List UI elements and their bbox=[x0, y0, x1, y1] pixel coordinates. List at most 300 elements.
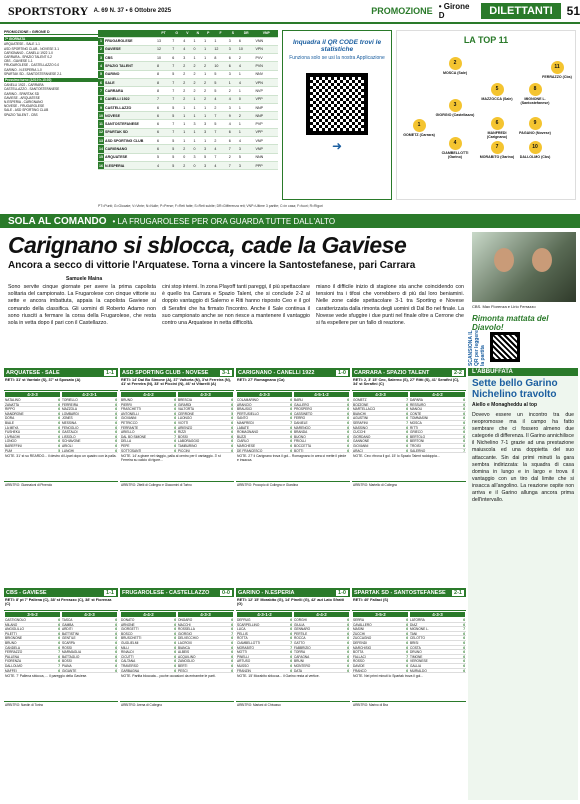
table-cell: 1 bbox=[182, 103, 192, 111]
player-name: FERREIRA bbox=[62, 402, 79, 407]
formation-label: 4-4-2 bbox=[121, 392, 176, 397]
lineups bbox=[352, 611, 466, 673]
player-grade: 6 bbox=[406, 439, 408, 444]
player-name: VERONESE bbox=[410, 659, 428, 664]
table-cell: 6 bbox=[238, 37, 255, 45]
player-name: FRIOLLI bbox=[294, 439, 307, 444]
player-name: SERAFINI bbox=[353, 420, 368, 425]
lineup-column bbox=[4, 391, 61, 453]
table-cell: 1 bbox=[203, 45, 213, 53]
table-cell: 9 bbox=[98, 103, 104, 111]
player-name: MONTERO bbox=[294, 663, 311, 668]
player-name: GIORGIO bbox=[178, 631, 192, 636]
player-grade: 6 bbox=[406, 407, 408, 412]
photo-caption: CBS. Max Fiorenza e Lirio Ferrazzo bbox=[472, 304, 536, 309]
player-marker bbox=[435, 99, 475, 117]
table-cell: 5 bbox=[203, 153, 213, 161]
player-name: BARLI bbox=[294, 398, 304, 402]
player-marker bbox=[435, 137, 475, 159]
table-row bbox=[98, 153, 278, 161]
match-title: ASD SPORTING CLUB - NOVESE bbox=[122, 369, 209, 376]
player-name: LABATE bbox=[237, 425, 249, 430]
player-name: FERRO bbox=[294, 416, 306, 421]
match-referee: ARBITRO: Martello di Collegno bbox=[352, 481, 466, 488]
player-name: SALERNO bbox=[410, 448, 426, 453]
player-grade: 6 bbox=[406, 668, 408, 673]
sidebar-title: Sette bello Garino Nichelino travolto bbox=[472, 378, 558, 400]
match-box bbox=[4, 588, 118, 708]
table-cell: 4 bbox=[182, 37, 192, 45]
column-header: P bbox=[203, 30, 213, 37]
match-score: 1-0 bbox=[338, 369, 346, 376]
player-grade: 6 bbox=[406, 640, 408, 645]
player-grade: 6 bbox=[463, 434, 465, 439]
formation-label: 4-3-3 bbox=[410, 612, 465, 617]
table-cell: 5 bbox=[238, 153, 255, 161]
player-name: CONTE bbox=[410, 411, 422, 416]
player-name: MORABITO bbox=[237, 645, 254, 650]
player-name: DELVECCHIO bbox=[178, 636, 199, 641]
result-row: FRUGAROLESE - CASTELLAZZO 0-0 bbox=[4, 63, 60, 68]
table-cell: 6 bbox=[156, 103, 171, 111]
player-name: MUSSO bbox=[237, 663, 249, 668]
match-score: 1-1 bbox=[106, 369, 114, 376]
player-name: ROMAGNANO bbox=[237, 430, 259, 435]
match-score: 3-1 bbox=[222, 369, 230, 376]
player-name: BRUSCHETTI bbox=[121, 636, 142, 641]
table-cell: 5 bbox=[171, 112, 182, 120]
table-cell: 8 bbox=[156, 78, 171, 86]
match-note: NOTE. 27' il Carignano trova il gol... Romagnano in area ci mette il piede e insacca. bbox=[237, 454, 347, 463]
table-cell: 1 bbox=[203, 54, 213, 62]
player-name: ARANCIO bbox=[237, 402, 252, 407]
player-name: DAPARA bbox=[410, 398, 423, 402]
table-cell: 5 bbox=[171, 153, 182, 161]
match-referee: ARBITRO: Nardin di Torino bbox=[4, 701, 118, 708]
formation-label: 4-3-3 bbox=[178, 392, 233, 397]
standings-table bbox=[98, 30, 278, 206]
player-name: TASCA bbox=[62, 618, 73, 622]
table-cell: 8 bbox=[156, 62, 171, 70]
table-cell: 1 bbox=[182, 120, 192, 128]
player-row bbox=[352, 669, 409, 674]
table-cell: 5 bbox=[213, 78, 227, 86]
table-cell: 2 bbox=[213, 103, 227, 111]
table-cell: PVP bbox=[254, 120, 278, 128]
player-grade: 6 bbox=[347, 443, 349, 448]
sidebar-tag: L'ABBUFFATA bbox=[468, 368, 578, 376]
player-grade: 6 bbox=[347, 411, 349, 416]
table-cell: 2 bbox=[203, 87, 213, 95]
table-cell: 7 bbox=[213, 128, 227, 136]
player-name: GAMBA bbox=[62, 622, 74, 627]
table-cell: 8 bbox=[156, 87, 171, 95]
player-grade: 7 bbox=[463, 448, 465, 453]
table-cell: 5 bbox=[156, 153, 171, 161]
player-marker bbox=[537, 61, 577, 79]
player-grade: 6 bbox=[290, 659, 292, 664]
player-row bbox=[4, 449, 61, 454]
player-name: ZANOGLIO bbox=[178, 659, 195, 664]
player-grade: 6 bbox=[231, 622, 233, 627]
column-header: DR bbox=[238, 30, 255, 37]
player-name: FABBRIZIO bbox=[294, 645, 311, 650]
player-name: SERRA bbox=[353, 618, 364, 622]
table-cell: 1 bbox=[182, 128, 192, 136]
lineups bbox=[236, 391, 350, 453]
table-cell: 6 bbox=[156, 120, 171, 128]
player-grade: 6 bbox=[290, 425, 292, 430]
table-cell: 12 bbox=[98, 128, 104, 136]
player-name: LABORAGGIO bbox=[178, 439, 200, 444]
player-grade: 6 bbox=[463, 650, 465, 655]
player-name: GIORGETTI bbox=[121, 627, 139, 632]
qr-code-icon[interactable] bbox=[490, 332, 520, 362]
player-name: GUGLIELMI bbox=[121, 640, 139, 645]
player-grade: 6 bbox=[174, 654, 176, 659]
player-name: GARBAGNA bbox=[121, 668, 140, 673]
player-grade: 6 bbox=[115, 425, 117, 430]
player-name: SANTO bbox=[237, 416, 248, 421]
player-name: MIGNONE L. (Santostefanese) bbox=[520, 97, 550, 105]
player-grade: 6 bbox=[406, 416, 408, 421]
match-note: NOTE. 14' a girare nel riaggio, palla al centro per il vantaggio. 3' st Ferreira su calcio di rigore... bbox=[121, 454, 221, 463]
player-grade: 6 bbox=[231, 425, 233, 430]
player-grade: 6 bbox=[347, 416, 349, 421]
match-score: 1-0 bbox=[338, 589, 346, 596]
player-grade: 6 bbox=[174, 627, 176, 632]
player-grade: 6 bbox=[290, 627, 292, 632]
table-cell: 5 bbox=[171, 161, 182, 169]
table-cell: 4 bbox=[238, 137, 255, 145]
table-cell: 1 bbox=[238, 87, 255, 95]
player-name: LACROIX bbox=[178, 640, 192, 645]
team-name: N.ESPERIA bbox=[104, 161, 156, 169]
lineup-column bbox=[177, 611, 234, 673]
player-grade: 6 bbox=[406, 411, 408, 416]
player-grade: 7 bbox=[58, 663, 60, 668]
article-col-3: miano il difficile inizio di stagione sta anche coincidendo con tensioni tra i tifosi che vorrebbero di più dal loro beniamini. Nelle zone calde spettacolare 3-1 tra Sporting e Novese caratterizzata dalla rimonta degli uomini di Dal Bo nel finale. La Novese vede sfuggire i due punti nel finale oltre a Cerrone che si fa espellere per un fallo di reazione. bbox=[316, 284, 464, 327]
article-col-2: cini stop interni. In zona Playoff tanti pareggi, il più spettacolare è quello tra Carrara e Spazio Talent, che si conclude 2-2 al doppio vantaggio di Salerno e Riti hanno risposto Ceo e il gol di Serafini che ha firmato l'incontro. Anche il Sale continua il suo campionato anche se non riesce a mantenere il vantaggio contro una Arquatese in netta difficoltà. bbox=[162, 284, 310, 327]
player-marker bbox=[435, 57, 475, 75]
table-row bbox=[98, 95, 278, 103]
player-name: DONATO bbox=[121, 618, 135, 622]
player-grade: 6 bbox=[115, 618, 117, 622]
player-grade: 6 bbox=[115, 407, 117, 412]
player-grade: 6 bbox=[174, 402, 176, 407]
formation-label: 4-4-2 bbox=[294, 612, 349, 617]
player-grade: 6 bbox=[463, 425, 465, 430]
player-name: GANNONE bbox=[353, 439, 370, 444]
player-name: FERRANTE bbox=[121, 425, 139, 430]
table-cell: 7 bbox=[213, 153, 227, 161]
match-box bbox=[352, 368, 466, 488]
player-name: LISSOLO bbox=[62, 434, 76, 439]
player-name: PROSPERO bbox=[294, 407, 313, 412]
player-row bbox=[352, 449, 409, 454]
player-name: BOTTA bbox=[353, 650, 364, 655]
standings-legend: PT=Punti; G=Giocate; V=Vinte; N=Nulle; P=Perse; F=Reti fatte; S=Reti subite; DR=Differenza reti; VNP=Ultime 3 partite; C=in casa; F=fuori; R=Rigori bbox=[98, 204, 323, 208]
player-name: ROCCA bbox=[294, 636, 306, 641]
player-row bbox=[120, 669, 177, 674]
table-cell: 0 bbox=[182, 153, 192, 161]
player-grade: 6 bbox=[347, 668, 349, 673]
player-name: BOSSI bbox=[62, 659, 72, 664]
player-grade: 6 bbox=[174, 618, 176, 622]
player-name: MARTELLACCI bbox=[353, 407, 376, 412]
team-name: NOVESE bbox=[104, 112, 156, 120]
column-header: G bbox=[171, 30, 182, 37]
player-grade: 6 bbox=[58, 430, 60, 435]
column-header bbox=[104, 30, 156, 37]
qr-code-icon[interactable] bbox=[306, 73, 368, 135]
table-cell: 1 bbox=[238, 103, 255, 111]
player-name: CALTANA bbox=[121, 659, 136, 664]
player-grade: 6 bbox=[115, 402, 117, 407]
player-name: GIORGIO (Castellazzo) bbox=[435, 113, 475, 117]
player-grade: 6 bbox=[406, 663, 408, 668]
player-grade: 6 bbox=[58, 434, 60, 439]
jersey-icon: 10 bbox=[529, 141, 542, 154]
match-header bbox=[4, 368, 118, 377]
player-row bbox=[236, 669, 293, 674]
table-row bbox=[98, 45, 278, 53]
player-grade: 6 bbox=[290, 618, 292, 622]
lineup-column bbox=[4, 611, 61, 673]
table-cell: 2 bbox=[182, 95, 192, 103]
column-header: PT bbox=[156, 30, 171, 37]
player-name: ALBEIS bbox=[178, 650, 190, 655]
player-grade: 6 bbox=[174, 659, 176, 664]
player-grade: 6 bbox=[290, 622, 292, 627]
player-name: MILANO bbox=[5, 622, 18, 627]
player-grade: 6 bbox=[174, 443, 176, 448]
table-cell: 4 bbox=[156, 161, 171, 169]
player-name: RIZZI bbox=[178, 430, 186, 435]
lineups bbox=[4, 611, 118, 673]
table-cell: VPP bbox=[254, 95, 278, 103]
jersey-icon: 8 bbox=[529, 83, 542, 96]
page-header bbox=[0, 0, 580, 24]
table-cell: 6 bbox=[98, 78, 104, 86]
match-header bbox=[352, 588, 466, 597]
player-grade: 6 bbox=[115, 663, 117, 668]
results-title: PROMOZIONE • GIRONE D bbox=[4, 30, 98, 35]
player-grade: 6 bbox=[174, 640, 176, 645]
results-day: 7ª GIORNATA bbox=[4, 37, 98, 41]
player-name: ANGIOLILLO bbox=[5, 627, 24, 632]
player-grade: 7 bbox=[406, 420, 408, 425]
match-header bbox=[4, 588, 118, 597]
fixture-row: GARINO - SPARTAK SD bbox=[4, 91, 40, 96]
player-name: BRESCIA bbox=[178, 398, 192, 402]
match-header bbox=[120, 368, 234, 377]
player-marker bbox=[477, 83, 517, 101]
player-row bbox=[293, 669, 350, 674]
player-name: TROISI bbox=[410, 443, 421, 448]
table-cell: 6 bbox=[228, 128, 238, 136]
player-name: DANIELE bbox=[294, 420, 308, 425]
lineups bbox=[236, 611, 350, 673]
table-cell: 8 bbox=[98, 95, 104, 103]
player-grade: 6 bbox=[406, 650, 408, 655]
player-grade: 6 bbox=[406, 425, 408, 430]
table-cell: 10 bbox=[98, 112, 104, 120]
jersey-icon: 3 bbox=[449, 99, 462, 112]
player-grade: 6 bbox=[174, 650, 176, 655]
player-grade: 6 bbox=[463, 439, 465, 444]
player-grade: 6 bbox=[406, 622, 408, 627]
table-cell: 0 bbox=[193, 45, 204, 53]
formation-label: 4-5-1-2 bbox=[294, 392, 349, 397]
player-grade: 6 bbox=[463, 398, 465, 402]
player-grade: 6 bbox=[231, 650, 233, 655]
table-cell: PVV bbox=[254, 54, 278, 62]
qr-subtitle: Funziona solo se usi la nostra Applicazione bbox=[289, 55, 385, 61]
table-cell: 16 bbox=[98, 161, 104, 169]
player-grade: 6 bbox=[290, 407, 292, 412]
match-score: 1-1 bbox=[106, 589, 114, 596]
table-cell: 15 bbox=[98, 153, 104, 161]
table-cell: 5 bbox=[213, 70, 227, 78]
player-grade: 6 bbox=[290, 430, 292, 435]
table-cell: 2 bbox=[193, 70, 204, 78]
player-name: ZUCCAGNO bbox=[353, 636, 372, 641]
player-name: FIORENZA bbox=[5, 659, 22, 664]
player-name: CAFAGNA bbox=[294, 654, 310, 659]
player-name: PERTILE bbox=[294, 631, 308, 636]
team-photo bbox=[472, 232, 576, 302]
player-name: DALLOLMO (Cbs) bbox=[519, 155, 551, 159]
player-name: BOSCO bbox=[121, 631, 133, 636]
table-row bbox=[98, 145, 278, 153]
player-name: DEFRUG bbox=[237, 618, 251, 622]
match-title: SPARTAK SD - SANTOSTEFANESE bbox=[354, 589, 446, 596]
category-tab: DILETTANTI bbox=[481, 3, 560, 19]
player-name: BATTAGLIO bbox=[62, 654, 80, 659]
arrow-right-icon: ➜ bbox=[331, 139, 343, 153]
player-name: FUSHEKU bbox=[5, 430, 21, 435]
match-events: RETI: 31' st Varriale (S), 37' st Sposato (A) bbox=[4, 377, 118, 391]
match-events: RETI: 12' 15' Morabito (G), 14' Pinelli (G), 42' aut Lato Sfratti (G) bbox=[236, 597, 350, 611]
sidebar-subtitle: Aiello e Monagheddu al top bbox=[472, 402, 537, 408]
player-grade: 6 bbox=[406, 645, 408, 650]
player-grade: 6 bbox=[115, 439, 117, 444]
results-box bbox=[4, 30, 98, 206]
result-row: CARRARA - SPAZIO TALENT 0-2 bbox=[4, 55, 52, 60]
player-grade: 6 bbox=[115, 398, 117, 402]
player-name: TRAVERSO bbox=[121, 663, 139, 668]
player-name: BOSSI bbox=[178, 434, 188, 439]
player-grade: 6 bbox=[115, 416, 117, 421]
table-row bbox=[98, 62, 278, 70]
player-marker bbox=[515, 117, 555, 135]
table-cell: 3 bbox=[228, 45, 238, 53]
player-grade: 6 bbox=[231, 398, 233, 402]
table-cell: NNN bbox=[254, 153, 278, 161]
player-name: BOCCETTA bbox=[294, 443, 312, 448]
player-name: CIAMBELLOTTI bbox=[237, 640, 261, 645]
table-cell: 12 bbox=[156, 45, 171, 53]
table-cell: 2 bbox=[238, 112, 255, 120]
column-header: S bbox=[228, 30, 238, 37]
player-grade: 6 bbox=[231, 416, 233, 421]
player-name: ARIENZO bbox=[178, 425, 193, 430]
player-name: MANFREDI bbox=[237, 420, 254, 425]
jersey-icon: 2 bbox=[449, 57, 462, 70]
article-author: Samuele Maina bbox=[66, 276, 103, 282]
player-grade: 6 bbox=[406, 443, 408, 448]
qr-box[interactable] bbox=[282, 30, 392, 200]
table-cell: 3 bbox=[193, 153, 204, 161]
player-grade: 6 bbox=[58, 627, 60, 632]
lineups bbox=[352, 391, 466, 453]
player-grade: 6 bbox=[290, 663, 292, 668]
table-cell: NNP bbox=[254, 112, 278, 120]
player-name: PIANA bbox=[62, 663, 72, 668]
player-grade: 6 bbox=[290, 443, 292, 448]
table-cell: PPP bbox=[254, 161, 278, 169]
player-name: TIMONE bbox=[410, 654, 423, 659]
player-grade: 6 bbox=[463, 659, 465, 664]
player-grade: 6 bbox=[290, 631, 292, 636]
table-cell: 1 bbox=[193, 37, 204, 45]
jersey-icon: 11 bbox=[551, 61, 564, 74]
match-header bbox=[236, 588, 350, 597]
match-referee: ARBITRO: Mariani di Chivasso bbox=[236, 701, 350, 708]
player-grade: 6 bbox=[463, 631, 465, 636]
player-name: CELOTTO bbox=[410, 636, 425, 641]
sidebar-article bbox=[468, 368, 578, 800]
qr-title: Inquadra il QR CODE trovi le statistiche bbox=[292, 39, 382, 53]
player-name: BOZZONE bbox=[353, 402, 369, 407]
player-grade: 6 bbox=[231, 627, 233, 632]
player-grade: 6 bbox=[174, 631, 176, 636]
table-cell: 3 bbox=[228, 37, 238, 45]
player-name: BATTISTINI bbox=[62, 631, 79, 636]
player-grade: 6 bbox=[463, 416, 465, 421]
fixture-row: SALE - ASD SPORTING CLUB bbox=[4, 108, 49, 113]
player-name: ANTONELLI bbox=[121, 411, 139, 416]
player-grade: 6 bbox=[58, 402, 60, 407]
player-grade: 6 bbox=[347, 439, 349, 444]
table-row bbox=[98, 128, 278, 136]
team-name: ARQUATESE bbox=[104, 153, 156, 161]
table-cell: 5 bbox=[213, 87, 227, 95]
player-name: CICUTTI bbox=[121, 654, 134, 659]
player-face-icon bbox=[532, 248, 552, 272]
player-grade: 6 bbox=[463, 430, 465, 435]
player-name: TANI bbox=[410, 631, 418, 636]
table-cell: 8 bbox=[156, 70, 171, 78]
player-name: DAVIDE bbox=[353, 663, 365, 668]
table-cell: 7 bbox=[171, 45, 182, 53]
table-cell: 1 bbox=[98, 37, 104, 45]
player-name: CIAMBELLOTTI (Garino) bbox=[441, 151, 469, 159]
player-name: VALTORTA bbox=[178, 407, 194, 412]
table-cell: 3 bbox=[203, 145, 213, 153]
player-name: GIORDANO bbox=[353, 434, 371, 439]
player-grade: 6 bbox=[231, 443, 233, 448]
player-name: TORRA bbox=[294, 650, 306, 655]
table-cell: 3 bbox=[228, 103, 238, 111]
table-cell: 13 bbox=[156, 37, 171, 45]
player-grade: 6 bbox=[406, 448, 408, 453]
player-grade: 6 bbox=[463, 443, 465, 448]
player-grade: 6 bbox=[463, 411, 465, 416]
player-grade: 6 bbox=[463, 668, 465, 673]
player-grade: 6 bbox=[174, 636, 176, 641]
